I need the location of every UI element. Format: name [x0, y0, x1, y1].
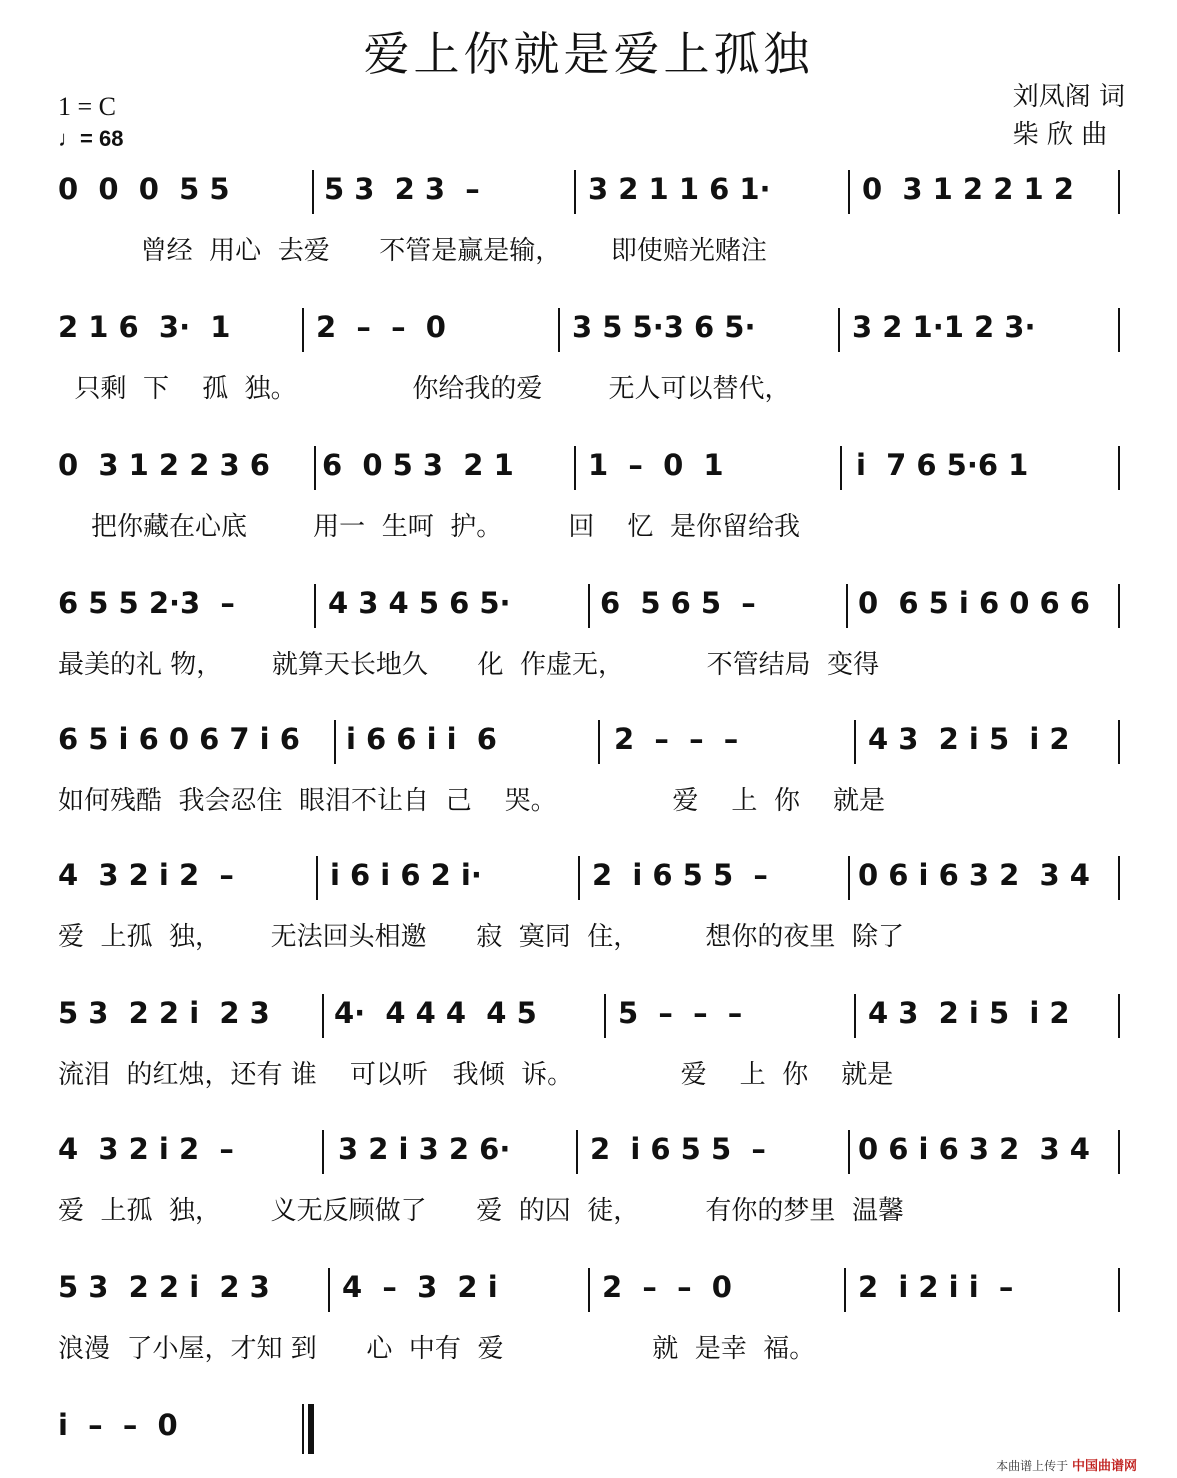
- measure: 2 i 6 5 5 –: [590, 1132, 766, 1166]
- footer-brand[interactable]: 中国曲谱网: [1071, 1459, 1137, 1474]
- notes-line: [58, 1132, 1121, 1180]
- bar-line: [1118, 308, 1120, 352]
- measure: 6 5 i 6 0 6 7 i 6: [58, 722, 300, 756]
- measure: 2 – – –: [614, 722, 739, 756]
- notes-line: [58, 858, 1121, 906]
- bar-line: [334, 720, 336, 764]
- measure: 2 1 6 3· 1: [58, 310, 231, 344]
- notes-line: [58, 1408, 1121, 1456]
- bar-line: [848, 1130, 850, 1174]
- lyric-line: 浪漫 了小屋，才知 到 心 中有 爱 就 是幸 福。: [58, 1334, 816, 1364]
- bar-line: [1118, 584, 1120, 628]
- bar-line: [844, 1268, 846, 1312]
- bar-line: [302, 308, 304, 352]
- lyric-line: 流泪 的红烛，还有 谁 可以听 我倾 诉。 爱 上 你 就是: [58, 1060, 894, 1090]
- measure: 0 0 0 5 5: [58, 172, 230, 206]
- lyric-line: 爱 上孤 独， 无法回头相邀 寂 寞同 住， 想你的夜里 除了: [58, 922, 904, 952]
- measure: 1 – 0 1: [588, 448, 724, 482]
- measure: 4 3 2 i 5 i 2: [868, 722, 1070, 756]
- measure: 4 3 2 i 2 –: [58, 1132, 234, 1166]
- bar-line: [322, 994, 324, 1038]
- bar-line: [574, 170, 576, 214]
- notes-line: [58, 172, 1121, 220]
- bar-line: [1118, 1268, 1120, 1312]
- bar-line: [574, 446, 576, 490]
- bar-line: [1118, 1130, 1120, 1174]
- bar-line: [578, 856, 580, 900]
- measure: 0 3 1 2 2 1 2: [862, 172, 1074, 206]
- measure: 5 3 2 2 i 2 3: [58, 1270, 270, 1304]
- lyricist-credit: 刘凤阁 词: [1012, 82, 1125, 112]
- bar-line: [314, 584, 316, 628]
- bar-line: [1118, 720, 1120, 764]
- measure: i 6 6 i i 6: [346, 722, 497, 756]
- lyric-line: 曾经 用心 去爱 不管是赢是输， 即使赔光赌注: [58, 236, 767, 266]
- measure: 6 5 5 2·3 –: [58, 586, 235, 620]
- measure: 5 3 2 3 –: [324, 172, 480, 206]
- measure: 4 3 2 i 5 i 2: [868, 996, 1070, 1030]
- bar-line: [1118, 856, 1120, 900]
- bar-line: [854, 994, 856, 1038]
- credits: [1013, 78, 1125, 154]
- measure: 2 – – 0: [316, 310, 446, 344]
- lyric-line: 如何残酷 我会忍住 眼泪不让自 己 哭。 爱 上 你 就是: [58, 786, 885, 816]
- measure: 4· 4 4 4 4 5: [334, 996, 537, 1030]
- measure: i – – 0: [58, 1408, 178, 1442]
- lyric-line: 最美的礼 物， 就算天长地久 化 作虚无， 不管结局 变得: [58, 650, 880, 680]
- measure: 0 6 5 i 6 0 6 6: [858, 586, 1090, 620]
- notes-line: [58, 1270, 1121, 1318]
- bar-line: [848, 170, 850, 214]
- measure: 2 i 2 i i –: [858, 1270, 1014, 1304]
- notes-line: [58, 996, 1121, 1044]
- measure: 5 3 2 2 i 2 3: [58, 996, 270, 1030]
- notes-line: [58, 586, 1121, 634]
- bar-line: [558, 308, 560, 352]
- composer-credit: 柴 欣 曲: [1012, 120, 1108, 150]
- bar-line: [598, 720, 600, 764]
- measure: 2 i 6 5 5 –: [592, 858, 768, 892]
- key-signature: 1 = C: [58, 92, 117, 121]
- measure: 3 5 5·3 6 5·: [572, 310, 756, 344]
- notes-line: [58, 448, 1121, 496]
- bar-line: [588, 584, 590, 628]
- measure: i 6 i 6 2 i·: [330, 858, 482, 892]
- bar-line: [316, 856, 318, 900]
- measure: i 7 6 5·6 1: [856, 448, 1029, 482]
- bar-line: [1118, 446, 1120, 490]
- bar-line: [854, 720, 856, 764]
- lyric-line: 只剩 下 孤 独。 你给我的爱 无人可以替代，: [58, 374, 791, 404]
- footer-text: 本曲谱上传于: [996, 1459, 1069, 1473]
- bar-line: [846, 584, 848, 628]
- bar-line: [576, 1130, 578, 1174]
- measure: 4 – 3 2 i: [342, 1270, 498, 1304]
- notes-line: [58, 310, 1121, 358]
- measure: 0 6 i 6 3 2 3 4: [858, 858, 1090, 892]
- measure: 3 2 i 3 2 6·: [338, 1132, 511, 1166]
- bar-line: [328, 1268, 330, 1312]
- bar-line: [1118, 170, 1120, 214]
- measure: 0 6 i 6 3 2 3 4: [858, 1132, 1090, 1166]
- measure: 0 3 1 2 2 3 6: [58, 448, 270, 482]
- bar-line: [588, 1268, 590, 1312]
- bar-line: [312, 170, 314, 214]
- measure: 4 3 2 i 2 –: [58, 858, 234, 892]
- final-barline: [302, 1404, 314, 1454]
- measure: 2 – – 0: [602, 1270, 732, 1304]
- bar-line: [322, 1130, 324, 1174]
- measure: 6 5 6 5 –: [600, 586, 756, 620]
- measure: 4 3 4 5 6 5·: [328, 586, 511, 620]
- measure: 3 2 1 1 6 1·: [588, 172, 771, 206]
- source-footer: [996, 1455, 1137, 1474]
- bar-line: [1118, 994, 1120, 1038]
- measure: 6 0 5 3 2 1: [322, 448, 514, 482]
- song-title: 爱上你就是爱上孤独: [363, 27, 814, 81]
- bar-line: [314, 446, 316, 490]
- bar-line: [840, 446, 842, 490]
- measure: 5 – – –: [618, 996, 743, 1030]
- notes-line: [58, 722, 1121, 770]
- measure: 3 2 1·1 2 3·: [852, 310, 1036, 344]
- lyric-line: 爱 上孤 独， 义无反顾做了 爱 的囚 徒， 有你的梦里 温馨: [58, 1196, 904, 1226]
- tempo-marking: ♩= 68: [58, 126, 124, 151]
- bar-line: [848, 856, 850, 900]
- bar-line: [604, 994, 606, 1038]
- bar-line: [838, 308, 840, 352]
- lyric-line: 把你藏在心底 用一 生呵 护。 回 忆 是你留给我: [58, 512, 800, 542]
